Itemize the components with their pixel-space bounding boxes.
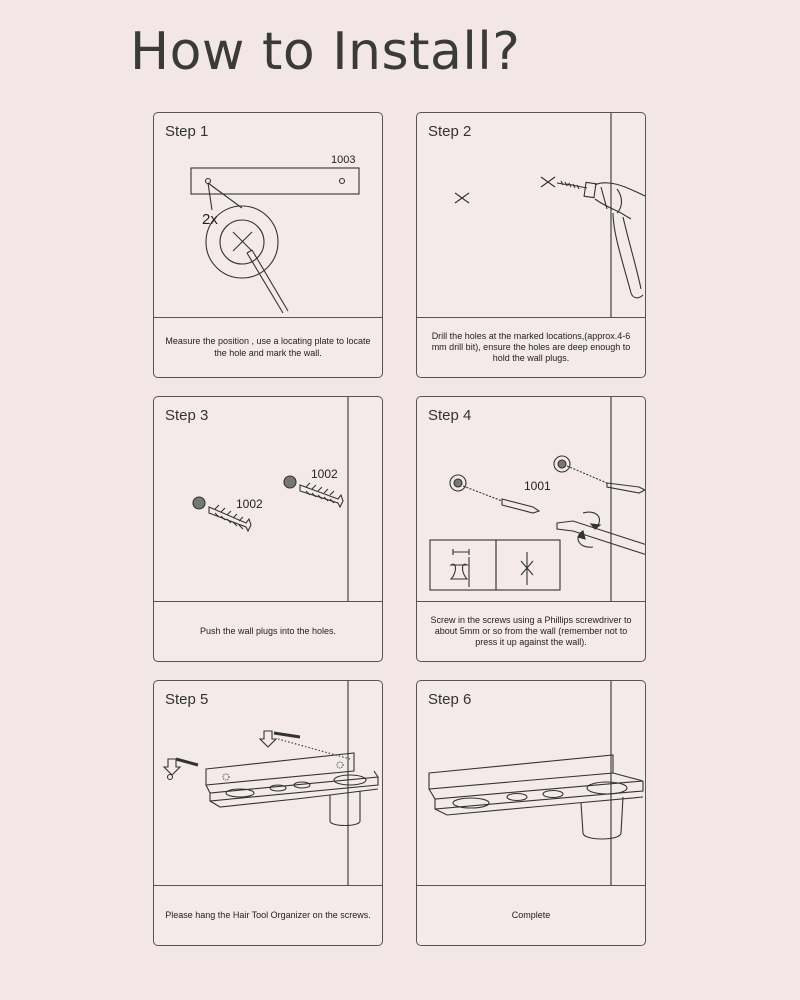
step-2-caption: Drill the holes at the marked locations,(approx.4-6 mm drill bit), ensure the holes are deep enough to hold the wall plugs. [431,330,631,364]
step-5-card [153,680,383,946]
step-5-caption: Please hang the Hair Tool Organizer on the screws. [165,909,371,920]
step-5-label: Step 5 [165,691,209,708]
step-1-part-number: 1003 [331,154,356,166]
step-4-part-number: 1001 [524,479,551,493]
step-4-label: Step 4 [428,407,472,424]
step-3-part-number-b: 1002 [236,497,263,511]
step-6-caption: Complete [511,909,551,920]
step-1-card [153,112,383,378]
step-1-label: Step 1 [165,123,209,140]
step-6-card [416,680,646,946]
step-3-card [153,396,383,662]
step-3-part-number-a: 1002 [311,467,338,481]
step-2-card [416,112,646,378]
completed-organizer-illustration [417,681,646,885]
step-1-caption: Measure the position , use a locating plate to locate the hole and mark the wall. [165,336,371,358]
step-3-caption: Push the wall plugs into the holes. [199,625,337,636]
wall-plugs-illustration [154,397,383,601]
drill-illustration [417,113,646,317]
step-4-caption: Screw in the screws using a Phillips screwdriver to about 5mm or so from the wall (remember not to press it up against the wall). [430,614,632,648]
screwdriver-illustration [417,397,646,601]
step-1-count: 2x [202,211,218,228]
page-title: How to Install? [130,22,521,82]
step-2-label: Step 2 [428,123,472,140]
step-3-label: Step 3 [165,407,209,424]
step-6-label: Step 6 [428,691,472,708]
step-4-card [416,396,646,662]
locating-plate-illustration [154,113,383,317]
hang-organizer-illustration [154,681,383,885]
